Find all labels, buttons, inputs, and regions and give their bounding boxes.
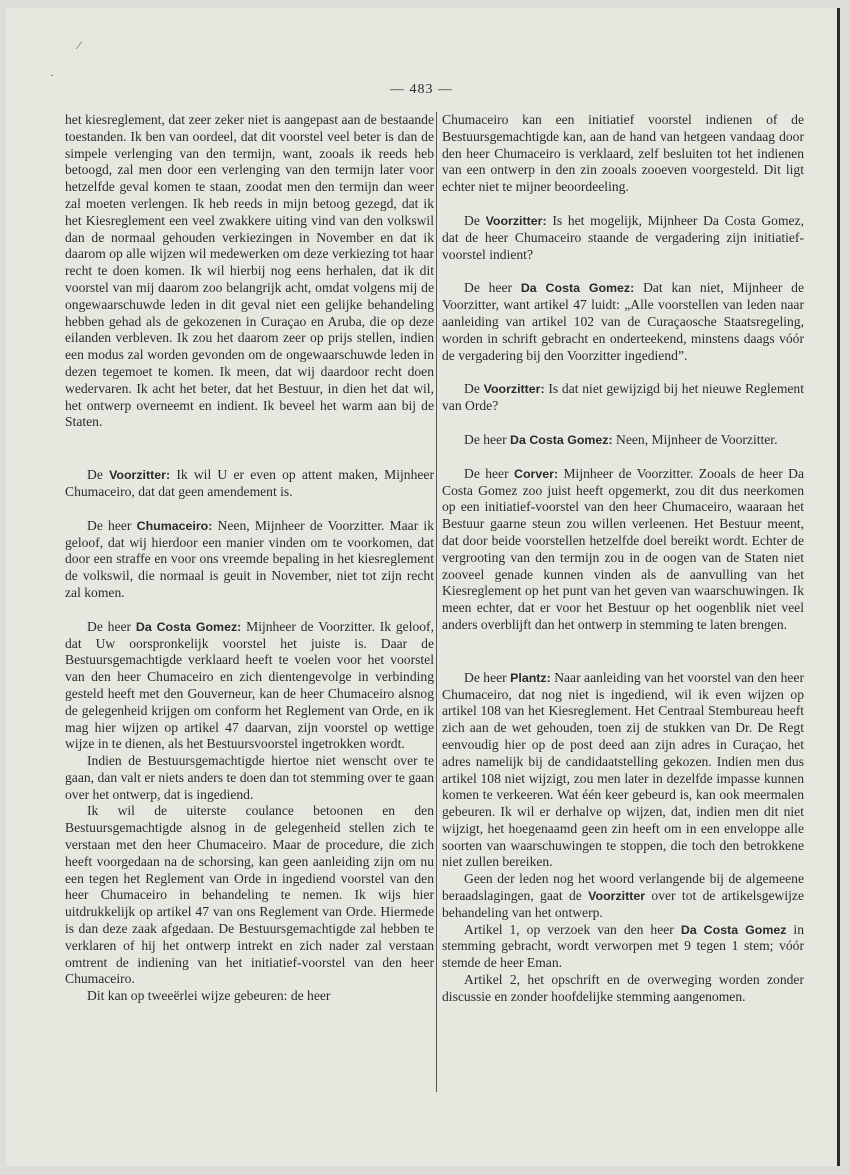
paragraph: De heer Da Costa Gomez: Mijnheer de Voorzitter. Ik geloof, dat Uw oorspronkelijk voorstel het juiste is. Daar de Bestuursgemachtigde verklaard heeft te voelen voor het voorstel van den heer Chumaceiro en zich dientengevolge in verbinding gesteld heeft met den Gouverneur, kan de heer Chumaceiro alsnog de gelegenheid krijgen om conform het Reglement van Orde, en ik mag hier wijzen op artikel 47 daarvan, zijn voorstel op wettige wijze in te dienen, als het Bestuursvoorstel ingetrokken wordt. [65,618,434,752]
page-number: — 483 — [390,82,453,97]
paragraph: De heer Da Costa Gomez: Neen, Mijnheer de Voorzitter. [464,431,778,447]
margin-dot: · [50,68,54,82]
paragraph: Artikel 1, op verzoek van den heer Da Costa Gomez in stemming gebracht, wordt verworpen met 9 tegen 1 stem; vóór stemde de heer Eman. [442,921,804,971]
speaker-name: Da Costa Gomez [680,922,787,937]
paragraph: het kiesreglement, dat zeer zeker niet is aangepast aan de bestaande toestanden. Ik ben van oordeel, dat dit voorstel veel beter is dan de simpele verlenging van den termijn, want, zooals ik reeds heb betoogd, zal men door een verlenging van den termijn later voor hetzelfde geval komen te staan, zoodat men den termijn dan weer zal moeten verlengen. Ik heb reeds in mijn betoog gezegd, dat ik het Kiesreglement een veel zwakkere uiting vind van den volkswil dan de normaal gehouden verkiezingen in November en dat ik daarom op alle wijzen wil medewerken om deze verkiezing tot haar recht te doen komen. Ik wil hierbij nog eens herhalen, dat ik dit voorstel van mij daarom zoo belangrijk acht, omdat volgens mij de ongewaarschuwde leden in dit geval niet een gelijke behandeling hebben gehad als de gekozenen in Curaçao en Aruba, die op deze eilanden verbleven. Ik zou het daarom zeer op prijs stellen, indien een modus zal worden gevonden om de ongewaarschuwde leden in dezen tegemoet te komen. Ik meen, dat wij daardoor recht doen wedervaren. Ik acht het beter, dat het Bestuur, in dien het dat wil, het ontwerp overneemt en indient. Ik beveel het warm aan bij de Staten. [65,112,434,430]
speaker-name: Plantz: [510,670,551,685]
speaker-name: Da Costa Gomez: [520,281,635,296]
paragraph: Geen der leden nog het woord verlangende bij de algemeene beraadslagingen, gaat de Voorzitter over tot de artikelsgewijze behandeling van het ontwerp. [442,871,804,920]
paragraph: De heer Plantz: Naar aanleiding van het voorstel van den heer Chumaceiro, dat nog niet is ingediend, wil ik even wijzen op artikel 108 van het Kiesreglement. Het Centraal Stembureau heeft zich aan de wet gehouden, toen zij de stukken van Dr. De Regt eenvoudig hier op de post deed aan zijn adres in Curaçao, het adres namelijk bij de candidaatstelling gekozen. Indien men dus artikel 108 niet wijzigt, zou men later in dezelfde impasse kunnen komen te verkeeren. Wat één keer gebeurd is, kan ook meermalen gebeuren. Ik wil er derhalve op wijzen, dat, indien men dit niet wijzigt, het hoegenaamd geen zin heeft om in een enveloppe alle soorten van waarschuwingen te stoppen, die toch den betrokkene niet zullen bereiken. [442,669,804,870]
speaker-name: Da Costa Gomez: [135,619,242,634]
speaker-name: Voorzitter: [109,468,171,483]
document-page [6,8,840,1166]
paragraph: De heer Chumaceiro: Neen, Mijnheer de Voorzitter. Maar ik geloof, dat wij hierdoor een manier vinden om te voorkomen, dat door een straffe en voor ons vreemde bepaling in het kiesreglement de volkswil, die normaal is geuit in November, niet tot zijn recht zal komen. [65,517,434,600]
paragraph: Dit kan op tweeërlei wijze gebeuren: de heer [87,988,331,1004]
paragraph: De Voorzitter: Is het mogelijk, Mijnheer Da Costa Gomez, dat de heer Chumaceiro staande de vergadering zijn initiatief-voorstel indient? [442,212,804,262]
speaker-name: Chumaceiro: [136,518,213,533]
speaker-name: Voorzitter: [483,382,545,397]
paragraph: Indien de Bestuursgemachtigde hiertoe niet wenscht over te gaan, dan valt er niets anders te doen dan tot stemming over te gaan over het ontwerp, dat is ingediend. [65,753,434,802]
paragraph: De heer Corver: Mijnheer de Voorzitter. Zooals de heer Da Costa Gomez zoo juist heeft opgemerkt, zou dit dus neerkomen op een initiatief-voorstel van den heer Chumaceiro, waaraan het Bestuur gaarne steun zou willen verleenen. Het Bestuur meent, dat door beide voorstellen hetzelfde doel bereikt wordt. Echter de vergrooting van den termijn zou in de oogen van de Staten niet zooveel genade kunnen vinden als de aanvulling van het Kiesreglement op het punt van het geven van waarschuwingen. Ik meen echter, dat er voor het Bestuur op het oogenblik niet veel anders overblijft dan het ontwerp in stemming te laten brengen. [442,465,805,632]
paragraph: Ik wil de uiterste coulance betoonen en den Bestuursgemachtigde alsnog in de gelegenheid stellen zich te verstaan met den heer Chumaceiro. Maar de procedure, die zich heeft voorgedaan na de schorsing, kan geen aanleiding zijn om nu een tegen het Reglement van Orde in ingediend voorstel van den heer Chumaceiro in behandeling te nemen. Ik wijs hier uitdrukkelijk op artikel 47 van ons Reglement van Orde. Hiermede is dan deze zaak afgedaan. De Bestuursgemachtigde zal hebben te verklaren of hij het ontwerp intrekt en zich nader zal verstaan omtrent de indiening van het initiatief-voorstel van den heer Chumaceiro. [65,803,434,987]
right-column [442,112,804,1006]
paragraph: De Voorzitter: Ik wil U er even op attent maken, Mijnheer Chumaceiro, dat dat geen amendement is. [65,467,434,499]
paragraph: De heer Da Costa Gomez: Dat kan niet, Mijnheer de Voorzitter, want artikel 47 luidt: „Alle voorstellen van leden naar aanleiding van artikel 102 van de Curaçaosche Staatsregeling, worden in schrift gebracht en onderteekend, minstens daags vóór de vergadering bij den Voorzitter ingediend”. [442,280,804,363]
speaker-name: Voorzitter [588,889,646,904]
margin-mark: ⁄ [78,38,81,52]
speaker-name: Voorzitter: [485,213,547,228]
paragraph: Artikel 2, het opschrift en de overweging worden zonder discussie en zonder hoofdelijke stemming aangenomen. [442,972,804,1004]
speaker-name: Corver: [514,466,559,481]
left-column [65,112,434,1005]
speaker-name: Da Costa Gomez: [510,432,613,447]
paragraph: Chumaceiro kan een initiatief voorstel indienen of de Bestuursgemachtigde kan, aan de hand van hetgeen vandaag door den heer Chumaceiro is verklaard, zelf besluiten tot het indienen van een ontwerp in den zin zooals zooeven voorgesteld. Dit ligt echter niet te mijner beoordeeling. [442,112,804,195]
paragraph: De Voorzitter: Is dat niet gewijzigd bij het nieuwe Reglement van Orde? [442,381,805,414]
column-divider [436,112,437,1092]
